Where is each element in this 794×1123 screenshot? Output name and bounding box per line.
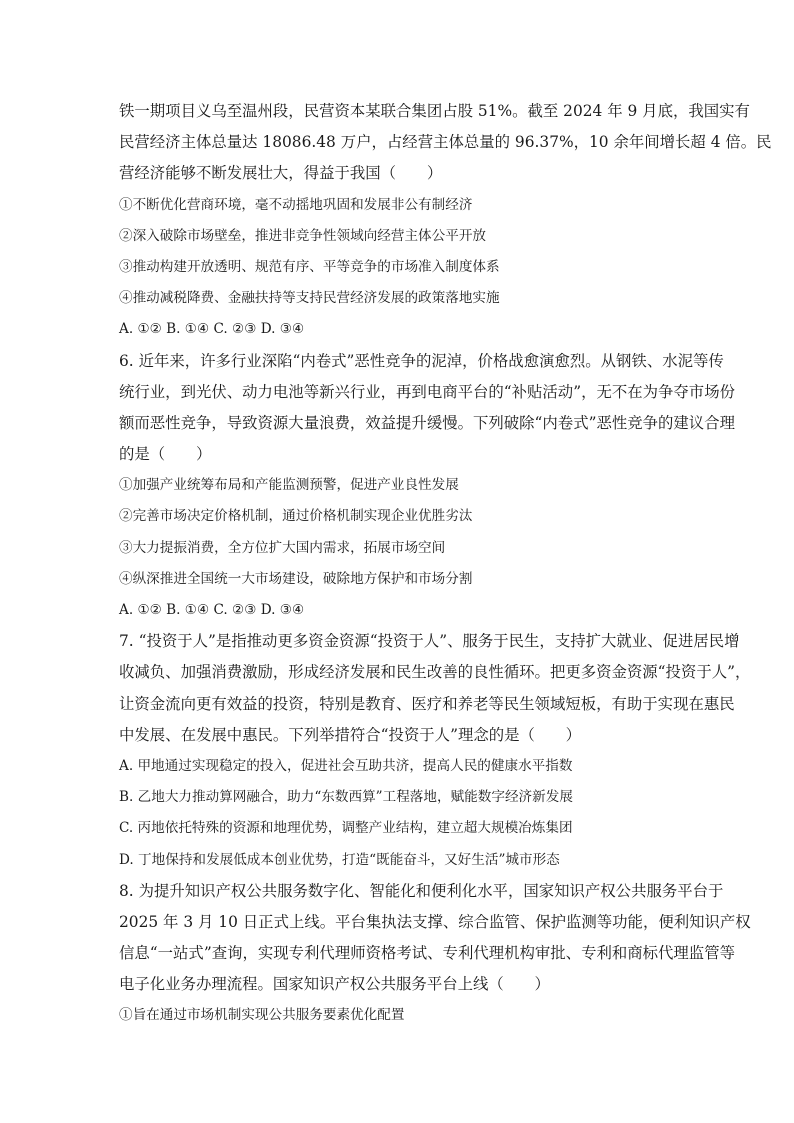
q6-stem-line: 6. 近年来，许多行业深陷“内卷式”恶性竞争的泥淖，价格战愈演愈烈。从钢铁、水泥等传 <box>119 351 724 370</box>
q6-statement-3: ③大力提振消费，全方位扩大国内需求，拓展市场空间 <box>119 539 446 556</box>
q5-stem-line: 营经济能够不断发展壮大，得益于我国（ ） <box>119 164 443 183</box>
q5-statement-3: ③推动构建开放透明、规范有序、平等竞争的市场准入制度体系 <box>119 258 500 275</box>
q7-option-c: C. 丙地依托特殊的资源和地理优势，调整产业结构，建立超大规模冶炼集团 <box>119 820 573 837</box>
q7-stem-line: 7. “投资于人”是指推动更多资金资源“投资于人”、服务于民生，支持扩大就业、促进居民增 <box>119 632 740 651</box>
q6-choices: A. ①② B. ①④ C. ②③ D. ③④ <box>119 602 305 618</box>
q7-option-d: D. 丁地保持和发展低成本创业优势，打造“既能奋斗，又好生活”城市形态 <box>119 851 560 868</box>
q5-statement-1: ①不断优化营商环境，毫不动摇地巩固和发展非公有制经济 <box>119 196 473 213</box>
q5-statement-2: ②深入破除市场壁垒，推进非竞争性领域向经营主体公平开放 <box>119 227 487 244</box>
q8-stem-line: 2025 年 3 月 10 日正式上线。平台集执法支撑、综合监管、保护监测等功能，便利知识产权 <box>119 912 751 931</box>
page-content <box>119 96 772 1032</box>
q8-stem-line: 电子化业务办理流程。国家知识产权公共服务平台上线（ ） <box>119 975 550 994</box>
q7-stem-line: 让资金流向更有效益的投资，特别是教育、医疗和养老等民生领域短板，有助于实现在惠民 <box>119 694 735 713</box>
q5-stem-line: 民营经济主体总量达 18086.48 万户，占经营主体总量的 96.37%，10 余年间增长超 4 倍。民 <box>119 133 772 152</box>
q8-stem-line: 8. 为提升知识产权公共服务数字化、智能化和便利化水平，国家知识产权公共服务平台于 <box>119 881 724 900</box>
q7-option-b: B. 乙地大力推动算网融合，助力“东数西算”工程落地，赋能数字经济新发展 <box>119 789 573 806</box>
q5-statement-4: ④推动减税降费、金融扶持等支持民营经济发展的政策落地实施 <box>119 290 500 307</box>
q6-stem-line: 的是（ ） <box>119 445 212 464</box>
q5-stem-line: 铁一期项目义乌至温州段，民营资本某联合集团占股 51%。截至 2024 年 9 月底，我国实有 <box>119 102 750 120</box>
q6-statement-2: ②完善市场决定价格机制，通过价格机制实现企业优胜劣汰 <box>119 508 473 525</box>
q6-stem-line: 统行业，到光伏、动力电池等新兴行业，再到电商平台的“补贴活动”，无不在为争夺市场份 <box>119 382 735 401</box>
q7-stem-line: 中发展、在发展中惠民。下列举措符合“投资于人”理念的是（ ） <box>119 725 582 744</box>
q6-statement-1: ①加强产业统筹布局和产能监测预警，促进产业良性发展 <box>119 477 459 494</box>
q5-choices: A. ①② B. ①④ C. ②③ D. ③④ <box>119 321 305 338</box>
q6-statement-4: ④纵深推进全国统一大市场建设，破除地方保护和市场分割 <box>119 570 473 587</box>
q7-stem-line: 收减负、加强消费激励，形成经济发展和民生改善的良性循环。把更多资金资源“投资于人”， <box>119 663 751 682</box>
q7-option-a: A. 甲地通过实现稳定的投入，促进社会互助共济，提高人民的健康水平指数 <box>119 757 573 774</box>
q8-stem-line: 信息“一站式”查询，实现专利代理师资格考试、专利代理机构审批、专利和商标代理监管等 <box>119 944 735 963</box>
q8-statement-1: ①旨在通过市场机制实现公共服务要素优化配置 <box>119 1007 405 1024</box>
q6-stem-line: 额而恶性竞争，导致资源大量浪费，效益提升缓慢。下列破除“内卷式”恶性竞争的建议合理 <box>119 413 735 432</box>
